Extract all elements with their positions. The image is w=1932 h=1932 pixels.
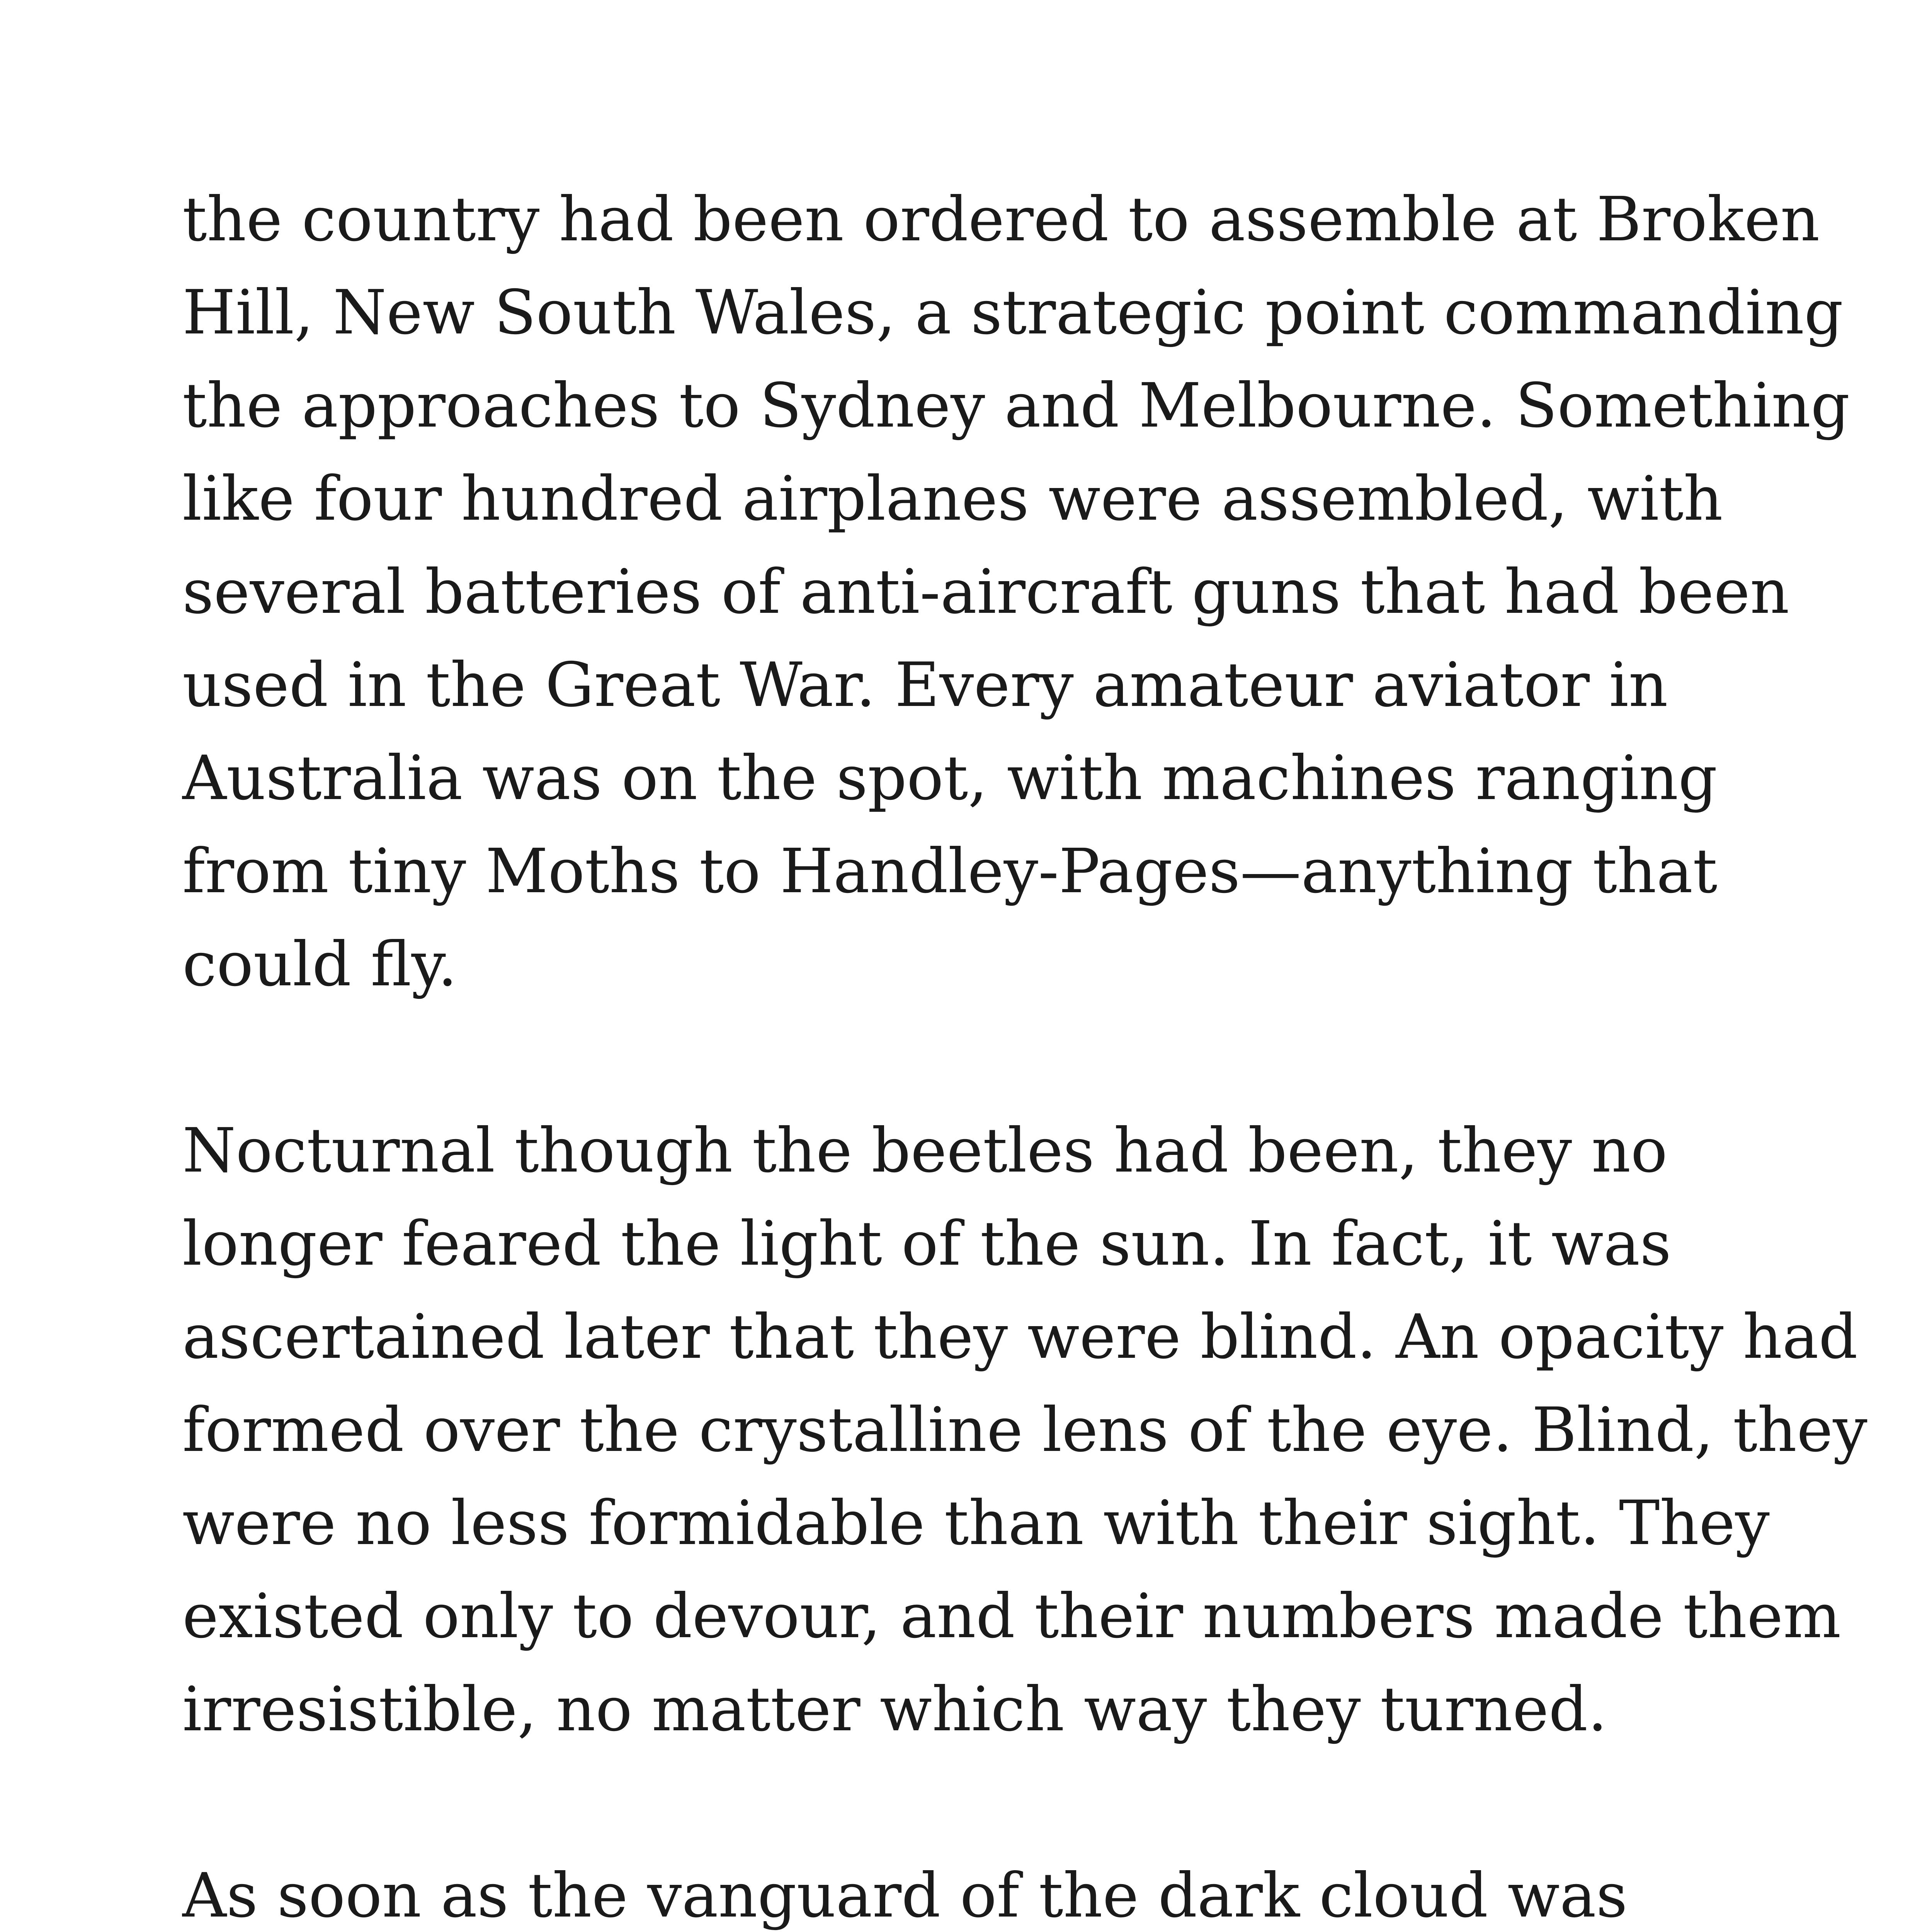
- text-line: the approaches to Sydney and Melbourne. Something: [182, 370, 1850, 441]
- text-line: Australia was on the spot, with machines ranging: [182, 743, 1718, 814]
- text-line: As soon as the vanguard of the dark cloud was: [182, 1860, 1628, 1931]
- text-line: existed only to devour, and their numbers made them: [182, 1581, 1841, 1652]
- text-line: formed over the crystalline lens of the eye. Blind, they: [182, 1395, 1867, 1466]
- body-text: [182, 173, 1867, 1932]
- text-line: ascertained later that they were blind. An opacity had: [182, 1301, 1858, 1372]
- text-line: longer feared the light of the sun. In fact, it was: [182, 1208, 1672, 1279]
- text-line: Hill, New South Wales, a strategic point commanding: [182, 277, 1844, 348]
- text-line: Nocturnal though the beetles had been, they no: [182, 1115, 1668, 1186]
- text-line: from tiny Moths to Handley-Pages—anything that: [182, 836, 1718, 907]
- paragraph-3: [182, 1849, 1828, 1932]
- text-line: the country had been ordered to assemble at Broken: [182, 184, 1820, 255]
- text-line: could fly.: [182, 929, 457, 1000]
- text-line: used in the Great War. Every amateur aviator in: [182, 650, 1668, 721]
- paragraph-1: [182, 173, 1850, 1011]
- text-line: irresistible, no matter which way they turned.: [182, 1674, 1607, 1745]
- text-line: several batteries of anti-aircraft guns that had been: [182, 556, 1789, 628]
- text-line: were no less formidable than with their sight. They: [182, 1488, 1770, 1559]
- paragraph-2: [182, 1104, 1867, 1756]
- text-line: like four hundred airplanes were assembled, with: [182, 463, 1723, 534]
